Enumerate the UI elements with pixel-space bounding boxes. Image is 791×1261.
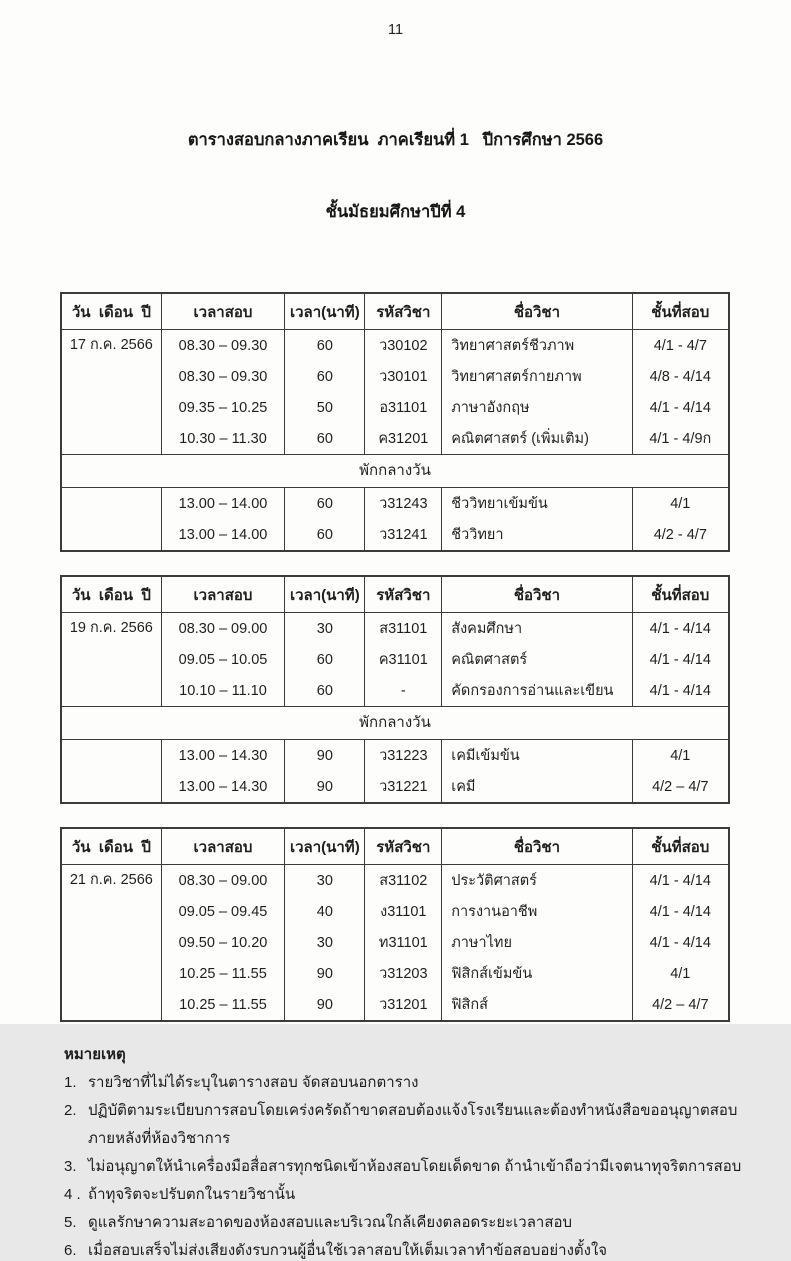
- exam-row: [61, 675, 729, 707]
- minutes-cell: 30: [285, 613, 365, 645]
- time-cell: 10.10 – 11.10: [161, 675, 285, 707]
- note-number: 6.: [64, 1242, 77, 1259]
- code-cell: ว31203: [365, 958, 442, 989]
- code-cell: ว31241: [365, 519, 442, 551]
- note-item-5: [64, 1212, 791, 1233]
- minutes-cell: 60: [285, 423, 365, 455]
- subject-cell: เคมีเข้มข้น: [442, 740, 632, 772]
- col-header-time: เวลาสอบ: [161, 828, 285, 865]
- exam-row: [61, 392, 729, 423]
- subject-cell: ชีววิทยา: [442, 519, 632, 551]
- code-cell: ว30101: [365, 361, 442, 392]
- exam-row: [61, 958, 729, 989]
- code-cell: ว31243: [365, 488, 442, 520]
- minutes-cell: 60: [285, 361, 365, 392]
- page-number: 11: [387, 22, 404, 38]
- exam-row: [61, 989, 729, 1021]
- exam-row: [61, 613, 729, 645]
- time-cell: 09.05 – 10.05: [161, 644, 285, 675]
- subject-cell: สังคมศึกษา: [442, 613, 632, 645]
- time-cell: 08.30 – 09.30: [161, 361, 285, 392]
- code-cell: ว30102: [365, 330, 442, 362]
- minutes-cell: 60: [285, 330, 365, 362]
- exam-table-day-3: [60, 827, 730, 1022]
- subject-cell: ชีววิทยาเข้มข้น: [442, 488, 632, 520]
- title-line-2: ชั้นมัธยมศึกษาปีที่ 4: [325, 203, 466, 221]
- date-cell-empty: [61, 740, 161, 804]
- exam-row: [61, 896, 729, 927]
- col-header-classes: ชั้นที่สอบ: [632, 576, 729, 613]
- note-text: ปฏิบัติตามระเบียบการสอบโดยเคร่งครัดถ้าขาดสอบต้องแจ้งโรงเรียนและต้องทำหนังสือขออนุญาตสอบ: [88, 1102, 738, 1119]
- subject-cell: คัดกรองการอ่านและเขียน: [442, 675, 632, 707]
- time-cell: 13.00 – 14.30: [161, 771, 285, 803]
- time-cell: 08.30 – 09.00: [161, 865, 285, 897]
- note-item-2-continuation: ภายหลังที่ห้องวิชาการ: [88, 1130, 231, 1147]
- classes-cell: 4/1: [632, 488, 729, 520]
- code-cell: ว31221: [365, 771, 442, 803]
- exam-row: [61, 740, 729, 772]
- code-cell: ท31101: [365, 927, 442, 958]
- classes-cell: 4/1 - 4/14: [632, 613, 729, 645]
- header-row: [61, 576, 729, 613]
- lunch-break-label: พักกลางวัน: [61, 455, 729, 488]
- classes-cell: 4/8 - 4/14: [632, 361, 729, 392]
- classes-cell: 4/1: [632, 740, 729, 772]
- lunch-break-row: [61, 455, 729, 488]
- time-cell: 08.30 – 09.30: [161, 330, 285, 362]
- date-cell: 19 ก.ค. 2566: [61, 613, 161, 707]
- classes-cell: 4/1 - 4/14: [632, 675, 729, 707]
- date-cell: 21 ก.ค. 2566: [61, 865, 161, 1022]
- subject-cell: ภาษาอังกฤษ: [442, 392, 632, 423]
- col-header-subject: ชื่อวิชา: [442, 293, 632, 330]
- classes-cell: 4/2 – 4/7: [632, 989, 729, 1021]
- time-cell: 10.25 – 11.55: [161, 989, 285, 1021]
- classes-cell: 4/1 - 4/9ก: [632, 423, 729, 455]
- subject-cell: เคมี: [442, 771, 632, 803]
- minutes-cell: 30: [285, 865, 365, 897]
- time-cell: 13.00 – 14.30: [161, 740, 285, 772]
- minutes-cell: 90: [285, 740, 365, 772]
- subject-cell: วิทยาศาสตร์ชีวภาพ: [442, 330, 632, 362]
- lunch-break-row: [61, 707, 729, 740]
- title-line-1: ตารางสอบกลางภาคเรียน ภาคเรียนที่ 1 ปีการศึกษา 2566: [187, 131, 604, 149]
- subject-cell: คณิตศาสตร์ (เพิ่มเติม): [442, 423, 632, 455]
- date-cell-empty: [61, 488, 161, 552]
- col-header-subject: ชื่อวิชา: [442, 576, 632, 613]
- time-cell: 10.25 – 11.55: [161, 958, 285, 989]
- time-cell: 13.00 – 14.00: [161, 519, 285, 551]
- minutes-cell: 90: [285, 771, 365, 803]
- minutes-cell: 90: [285, 958, 365, 989]
- exam-row: [61, 644, 729, 675]
- note-item-4: [64, 1184, 791, 1205]
- code-cell: อ31101: [365, 392, 442, 423]
- code-cell: ค31201: [365, 423, 442, 455]
- note-item-3: [64, 1156, 791, 1177]
- note-number: 5.: [64, 1214, 77, 1231]
- notes-heading: หมายเหตุ: [64, 1046, 126, 1063]
- classes-cell: 4/1 - 4/14: [632, 927, 729, 958]
- exam-row: [61, 488, 729, 520]
- classes-cell: 4/1: [632, 958, 729, 989]
- classes-cell: 4/1 - 4/14: [632, 644, 729, 675]
- col-header-minutes: เวลา(นาที): [285, 576, 365, 613]
- col-header-minutes: เวลา(นาที): [285, 293, 365, 330]
- note-text: เมื่อสอบเสร็จไม่ส่งเสียงดังรบกวนผู้อื่นใช้เวลาสอบให้เต็มเวลาทำข้อสอบอย่างตั้งใจ: [88, 1242, 608, 1259]
- subject-cell: การงานอาชีพ: [442, 896, 632, 927]
- code-cell: ว31201: [365, 989, 442, 1021]
- note-text: รายวิชาที่ไม่ได้ระบุในตารางสอบ จัดสอบนอกตาราง: [88, 1074, 419, 1091]
- exam-row: [61, 330, 729, 362]
- date-cell: 17 ก.ค. 2566: [61, 330, 161, 455]
- exam-table-day-2: [60, 575, 730, 804]
- exam-table-day-1: [60, 292, 730, 552]
- col-header-time: เวลาสอบ: [161, 293, 285, 330]
- header-row: [61, 293, 729, 330]
- col-header-time: เวลาสอบ: [161, 576, 285, 613]
- exam-row: [61, 927, 729, 958]
- classes-cell: 4/1 - 4/7: [632, 330, 729, 362]
- exam-row: [61, 771, 729, 803]
- time-cell: 08.30 – 09.00: [161, 613, 285, 645]
- minutes-cell: 60: [285, 644, 365, 675]
- note-item-6: [64, 1240, 791, 1261]
- time-cell: 10.30 – 11.30: [161, 423, 285, 455]
- col-header-date: วัน เดือน ปี: [61, 828, 161, 865]
- exam-row: [61, 423, 729, 455]
- minutes-cell: 90: [285, 989, 365, 1021]
- minutes-cell: 60: [285, 488, 365, 520]
- minutes-cell: 60: [285, 675, 365, 707]
- note-number: 3.: [64, 1158, 77, 1175]
- note-text: ดูแลรักษาความสะอาดของห้องสอบและบริเวณใกล้เคียงตลอดระยะเวลาสอบ: [88, 1214, 573, 1231]
- col-header-code: รหัสวิชา: [365, 293, 442, 330]
- notes-section: [64, 1044, 791, 1261]
- time-cell: 13.00 – 14.00: [161, 488, 285, 520]
- subject-cell: คณิตศาสตร์: [442, 644, 632, 675]
- minutes-cell: 40: [285, 896, 365, 927]
- col-header-classes: ชั้นที่สอบ: [632, 828, 729, 865]
- code-cell: ว31223: [365, 740, 442, 772]
- subject-cell: ฟิสิกส์เข้มข้น: [442, 958, 632, 989]
- code-cell: -: [365, 675, 442, 707]
- col-header-minutes: เวลา(นาที): [285, 828, 365, 865]
- classes-cell: 4/2 – 4/7: [632, 771, 729, 803]
- exam-row: [61, 865, 729, 897]
- col-header-date: วัน เดือน ปี: [61, 293, 161, 330]
- time-cell: 09.05 – 09.45: [161, 896, 285, 927]
- col-header-classes: ชั้นที่สอบ: [632, 293, 729, 330]
- col-header-code: รหัสวิชา: [365, 828, 442, 865]
- subject-cell: ฟิสิกส์: [442, 989, 632, 1021]
- subject-cell: ประวัติศาสตร์: [442, 865, 632, 897]
- col-header-subject: ชื่อวิชา: [442, 828, 632, 865]
- document-title: [0, 80, 791, 272]
- exam-row: [61, 361, 729, 392]
- note-text: ไม่อนุญาตให้นำเครื่องมือสื่อสารทุกชนิดเข้าห้องสอบโดยเด็ดขาด ถ้านำเข้าถือว่ามีเจตนาทุจริตการสอบ: [88, 1158, 742, 1175]
- code-cell: ค31101: [365, 644, 442, 675]
- col-header-code: รหัสวิชา: [365, 576, 442, 613]
- code-cell: ส31101: [365, 613, 442, 645]
- exam-row: [61, 519, 729, 551]
- classes-cell: 4/1 - 4/14: [632, 865, 729, 897]
- note-item-2: [64, 1100, 791, 1121]
- subject-cell: วิทยาศาสตร์กายภาพ: [442, 361, 632, 392]
- time-cell: 09.50 – 10.20: [161, 927, 285, 958]
- note-number: 2.: [64, 1102, 77, 1119]
- minutes-cell: 60: [285, 519, 365, 551]
- col-header-date: วัน เดือน ปี: [61, 576, 161, 613]
- code-cell: ง31101: [365, 896, 442, 927]
- subject-cell: ภาษาไทย: [442, 927, 632, 958]
- lunch-break-label: พักกลางวัน: [61, 707, 729, 740]
- note-item-1: [64, 1072, 791, 1093]
- minutes-cell: 50: [285, 392, 365, 423]
- classes-cell: 4/1 - 4/14: [632, 392, 729, 423]
- note-number: 1.: [64, 1074, 77, 1091]
- note-text: ถ้าทุจริตจะปรับตกในรายวิชานั้น: [88, 1186, 296, 1203]
- classes-cell: 4/2 - 4/7: [632, 519, 729, 551]
- note-number: 4 .: [64, 1186, 81, 1203]
- code-cell: ส31102: [365, 865, 442, 897]
- header-row: [61, 828, 729, 865]
- time-cell: 09.35 – 10.25: [161, 392, 285, 423]
- classes-cell: 4/1 - 4/14: [632, 896, 729, 927]
- minutes-cell: 30: [285, 927, 365, 958]
